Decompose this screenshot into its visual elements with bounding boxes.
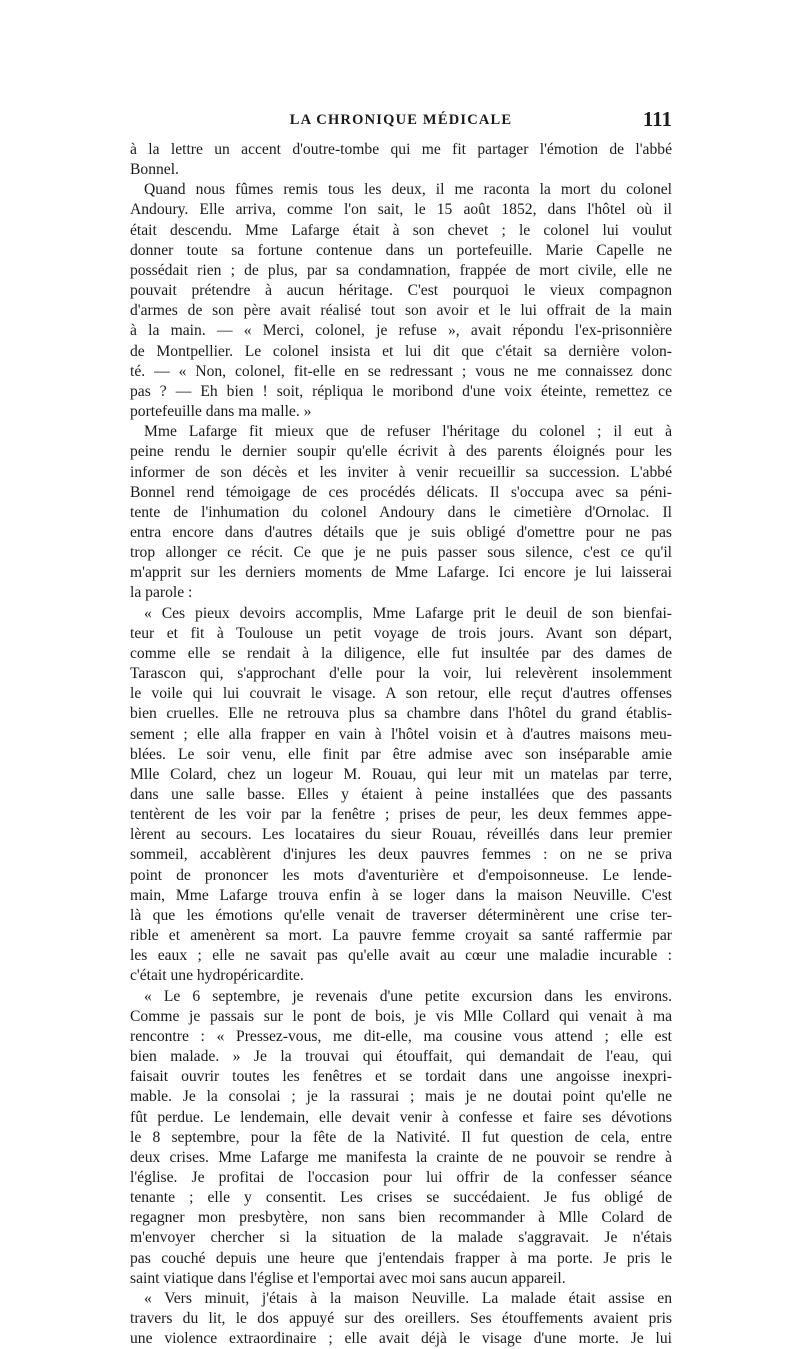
running-head xyxy=(130,106,672,134)
text-line: blées. Le soir venu, elle finit par être admise avec son inséparable amie xyxy=(130,745,672,763)
text-line: bien cruelles. Elle ne retrouva plus sa chambre dans l'hôtel du grand établis- xyxy=(130,705,672,723)
text-line: point de prononcer les mots d'aventurière et d'empoisonneuse. Le lende- xyxy=(130,866,672,884)
text-line: Quand nous fûmes remis tous les deux, il me raconta la mort du colonel xyxy=(144,181,672,199)
text-line: saint viatique dans l'église et l'emportai avec moi sans aucun appareil. xyxy=(130,1269,566,1287)
text-line: Bonnel. xyxy=(130,161,179,179)
text-line: bien malade. » Je la trouvai qui étouffait, qui demandait de l'eau, qui xyxy=(130,1048,672,1066)
text-line: d'armes de son père avait réalisé tout son avoir et le lui offrait de la main xyxy=(130,302,672,320)
text-line: à la lettre un accent d'outre-tombe qui me fit partager l'émotion de l'abbé xyxy=(130,141,672,158)
text-line: « Le 6 septembre, je revenais d'une petite excursion dans les environs. xyxy=(144,987,672,1005)
text-line: Andoury. Elle arriva, comme l'on sait, le 15 août 1852, dans l'hôtel où il xyxy=(130,201,672,219)
text-line: les eaux ; elle ne savait pas qu'elle avait au cœur une maladie incurable : xyxy=(130,947,672,965)
text-line: main, Mme Lafarge trouva enfin à se loger dans la maison Neuville. C'est xyxy=(130,886,672,904)
text-line: c'était une hydropéricardite. xyxy=(130,967,304,985)
running-title: LA CHRONIQUE MÉDICALE xyxy=(289,112,513,128)
text-line: portefeuille dans ma malle. » xyxy=(130,403,312,421)
text-line: de Montpellier. Le colonel insista et lui dit que c'était sa dernière volon- xyxy=(130,342,672,360)
text-line: peine rendu le dernier soupir qu'elle écrivit à des parents éloignés pour les xyxy=(130,443,672,461)
text-line: m'apprit sur les derniers moments de Mme Lafarge. Ici encore je lui laisserai xyxy=(130,564,672,582)
text-line: teur et fit à Toulouse un petit voyage de trois jours. Avant son départ, xyxy=(130,624,672,642)
text-line: mable. Je la consolai ; je la rassurai ; mais je ne doutai point qu'elle ne xyxy=(130,1088,672,1106)
text-line: dans une salle basse. Elles y étaient à peine installées que des passants xyxy=(130,786,672,803)
text-line: comme elle se rendait à la diligence, elle fut insultée par des dames de xyxy=(130,644,672,662)
text-line: entra encore dans d'autres détails que je suis obligé d'omettre pour ne pas xyxy=(130,523,672,541)
text-line: lèrent au secours. Les locataires du sieur Rouau, réveillés dans leur premier xyxy=(130,826,672,844)
text-line: travers du lit, le dos appuyé sur des oreillers. Ses étouffements avaient pris xyxy=(130,1310,672,1328)
text-line: m'envoyer chercher si la situation de la malade s'aggravait. Je n'étais xyxy=(130,1229,672,1247)
text-line: possédait rien ; de plus, par sa condamnation, frappée de mort civile, elle ne xyxy=(130,261,672,279)
text-line: té. — « Non, colonel, fit-elle en se redressant ; vous ne me connaissez donc xyxy=(130,362,672,380)
text-line: faisait ouvrir toutes les fenêtres et se tordait dans une angoisse inexpri- xyxy=(130,1068,672,1086)
text-line: le voile qui lui couvrait le visage. A son retour, elle reçut d'autres offenses xyxy=(130,685,672,703)
text-line: là que les émotions qu'elle venait de traverser déterminèrent une crise ter- xyxy=(130,906,672,924)
text-line: la parole : xyxy=(130,584,193,602)
text-line: « Vers minuit, j'étais à la maison Neuville. La malade était assise en xyxy=(144,1289,672,1307)
text-line: Comme je passais sur le pont de bois, je vis Mlle Collard qui venait à ma xyxy=(130,1007,672,1025)
text-line: regagner mon presbytère, non sans bien recommander à Mlle Colard de xyxy=(130,1209,672,1227)
text-line: informer de son décès et les inviter à venir recueillir sa succession. L'abbé xyxy=(130,463,672,481)
page-number: 111 xyxy=(642,107,672,131)
text-line: tentèrent de les voir par la fenêtre ; prises de peur, les deux femmes appe- xyxy=(130,806,672,824)
text-line: deux crises. Mme Lafarge me manifesta la crainte de ne pouvoir se rendre à xyxy=(130,1148,672,1166)
text-line: pas ? — Eh bien ! soit, répliqua le moribond d'une voix éteinte, remettez ce xyxy=(130,382,672,400)
text-line: Mme Lafarge fit mieux que de refuser l'héritage du colonel ; il eut à xyxy=(144,423,672,441)
text-line: donner toute sa fortune contenue dans un portefeuille. Marie Capelle ne xyxy=(130,241,672,259)
text-line: rible et amenèrent sa mort. La pauvre femme croyait sa santé raffermie par xyxy=(130,927,672,945)
text-line: le 8 septembre, pour la fête de la Nativité. Il fut question de cela, entre xyxy=(130,1128,672,1146)
text-line: pouvait prétendre à aucun héritage. C'est pourquoi le vieux compagnon xyxy=(130,282,672,300)
text-line: sement ; elle alla frapper en vain à l'hôtel voisin et à d'autres maisons meu- xyxy=(130,725,672,743)
text-line: l'église. Je profitai de l'occasion pour lui offrir de la confesser séance xyxy=(130,1168,672,1186)
text-line: « Ces pieux devoirs accomplis, Mme Lafarge prit le deuil de son bienfai- xyxy=(144,604,672,622)
text-line: tente de l'inhumation du colonel Andoury dans le cimetière d'Ornolac. Il xyxy=(130,503,672,521)
text-line: une violence extraordinaire ; elle avait déjà le visage d'une morte. Je lui xyxy=(130,1330,672,1348)
text-line: Bonnel rend témoigage de ces procédés délicats. Il s'occupa avec sa péni- xyxy=(130,483,672,501)
text-line: trop allonger ce récit. Ce que je ne puis passer sous silence, c'est ce qu'il xyxy=(130,544,672,562)
text-line: rencontre : « Pressez-vous, me dit-elle, ma cousine vous attend ; elle est xyxy=(130,1027,672,1045)
text-line: à la main. — « Merci, colonel, je refuse », avait répondu l'ex-prisonnière xyxy=(130,322,672,340)
body-text xyxy=(130,140,672,1349)
text-line: fût perdue. Le lendemain, elle devait venir à confesse et faire ses dévotions xyxy=(130,1108,672,1126)
text-line: sommeil, accablèrent d'injures les deux pauvres femmes : on ne se priva xyxy=(130,846,672,864)
text-line: Mlle Colard, chez un logeur M. Rouau, qui leur mit un matelas par terre, xyxy=(130,765,672,783)
text-line: était descendu. Mme Lafarge était à son chevet ; le colonel lui voulut xyxy=(130,221,672,239)
text-line: Tarascon qui, s'approchant d'elle pour la voir, lui relevèrent insolemment xyxy=(130,665,672,683)
text-line: pas couché depuis une heure que j'entendais frapper à ma porte. Je pris le xyxy=(130,1249,672,1267)
text-line: tenante ; elle y consentit. Les crises se succédaient. Je fus obligé de xyxy=(130,1189,672,1207)
